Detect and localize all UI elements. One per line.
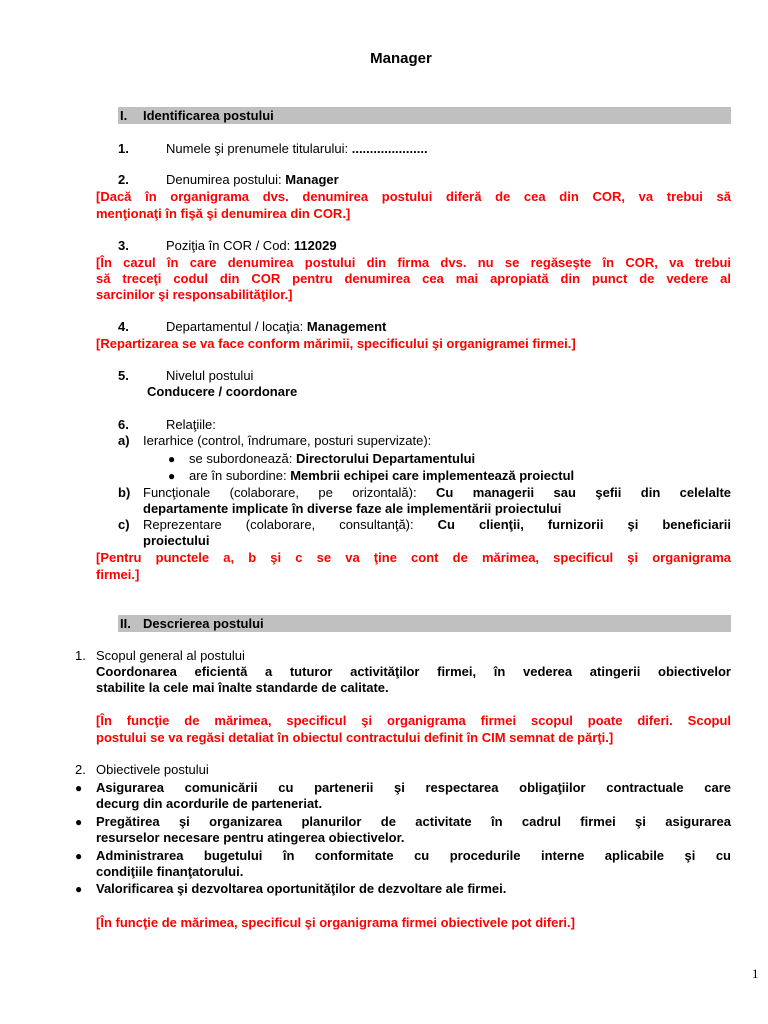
sub-value-cont: proiectului [143, 533, 210, 548]
item-number: 1. [118, 141, 129, 156]
note-line: sarcinilor şi responsabilităţilor.] [96, 287, 293, 302]
note-line: [Pentru punctele a, b şi c se va ţine cont de mărimea, specificul şi organigrama [96, 550, 731, 565]
item-value: 112029 [293, 238, 337, 253]
note-line: [În funcţie de mărimea, specificul şi organigrama firmei scopul poate diferi. Scopul [96, 713, 731, 728]
bullet-label: se subordonează: [189, 451, 293, 466]
objective-line: decurg din acordurile de parteneriat. [96, 796, 323, 811]
section-number: II. [120, 616, 131, 631]
sub-letter: a) [118, 433, 130, 448]
item-3-line [166, 238, 337, 254]
section-heading-descriere [118, 615, 731, 632]
item-number: 2. [75, 762, 86, 777]
section-heading-identificare [118, 107, 731, 124]
note-line: [În cazul în care denumirea postului din firma dvs. nu se regăseşte în COR, va trebui [96, 255, 731, 270]
bullet-icon: ● [168, 452, 176, 466]
objective-line: Administrarea bugetului în conformitate cu procedurile interne aplicabile şi cu [96, 848, 731, 863]
body-line: Coordonarea eficientă a tuturor activităţilor firmei, în vederea atingerii obiectivelor [96, 664, 731, 679]
document-title: Manager [370, 50, 432, 67]
objective-line: resurselor necesare pentru atingerea obiectivelor. [96, 830, 405, 845]
bullet-icon: ● [75, 849, 83, 863]
item-number: 5. [118, 368, 129, 383]
note-line: postului se va regăsi detaliat în obiectul contractului definit în CIM semnat de părţi.] [96, 730, 614, 745]
item-value: Management [306, 319, 387, 334]
objective-line: Pregătirea şi organizarea planurilor de activitate în cadrul firmei şi asigurarea [96, 814, 731, 829]
item-2-line [166, 172, 339, 188]
note-line: [Dacă în organigrama dvs. denumirea postului diferă de cea din COR, va trebui să [96, 189, 731, 204]
item-number: 3. [118, 238, 129, 253]
sub-value-cont: departamente implicate în diverse faze ale implementării proiectului [143, 501, 562, 516]
bullet-line [189, 468, 574, 484]
note-line: [În funcţie de mărimea, specificul şi organigrama firmei obiectivele pot diferi.] [96, 915, 575, 930]
section-number: I. [120, 108, 128, 123]
sub-text: Reprezentare (colaborare, consultanţă): [143, 517, 414, 532]
note-line: menţionaţi în fişă şi denumirea din COR.] [96, 206, 351, 221]
section-label: Identificarea postului [143, 108, 274, 123]
item-label: Numele şi prenumele titularului: [166, 141, 349, 156]
note-line: [Repartizarea se va face conform mărimii, specificului şi organigramei firmei.] [96, 336, 576, 351]
item-number: 6. [118, 417, 129, 432]
bullet-icon: ● [168, 469, 176, 483]
item-label: Relaţiile: [166, 417, 216, 432]
sub-line [143, 517, 731, 533]
sub-letter: b) [118, 485, 131, 500]
bullet-icon: ● [75, 882, 83, 896]
item-number: 4. [118, 319, 129, 334]
bullet-line [189, 451, 475, 467]
note-line: firmei.] [96, 567, 140, 582]
objective-line: condiţiile finanţatorului. [96, 864, 244, 879]
bullet-icon: ● [75, 815, 83, 829]
item-number: 2. [118, 172, 129, 187]
sub-text: Funcţionale (colaborare, pe orizontală): [143, 485, 417, 500]
bullet-icon: ● [75, 781, 83, 795]
page-number: 1 [752, 966, 759, 981]
note-line: să treceţi codul din COR pentru denumirea cea mai apropiată din punct de vedere al [96, 271, 731, 286]
item-4-line [166, 319, 386, 335]
objective-line: Asigurarea comunicării cu partenerii şi respectarea obligaţiilor contractuale care [96, 780, 731, 795]
item-label: Poziţia în COR / Cod: [166, 238, 291, 253]
item-label: Denumirea postului: [166, 172, 282, 187]
item-number: 1. [75, 648, 86, 663]
objective-line: Valorificarea şi dezvoltarea oportunităţilor de dezvoltare ale firmei. [96, 881, 507, 896]
item-label: Obiectivele postului [96, 762, 209, 777]
sub-text: Ierarhice (control, îndrumare, posturi supervizate): [143, 433, 432, 448]
item-label: Nivelul postului [166, 368, 254, 383]
item-1-line [166, 141, 428, 157]
sub-letter: c) [118, 517, 130, 532]
sub-value: Cu clienţii, furnizorii şi beneficiarii [437, 517, 731, 532]
item-value: Conducere / coordonare [147, 384, 298, 399]
bullet-label: are în subordine: [189, 468, 287, 483]
item-label: Scopul general al postului [96, 648, 245, 663]
item-value: ..................... [351, 141, 428, 156]
sub-line [143, 485, 731, 501]
section-label: Descrierea postului [143, 616, 264, 631]
item-label: Departamentul / locaţia: [166, 319, 304, 334]
sub-value: Cu managerii sau şefii din celelalte [436, 485, 731, 500]
item-value: Manager [285, 172, 339, 187]
bullet-value: Membrii echipei care implementează proiectul [290, 468, 575, 483]
body-line: stabilite la cele mai înalte standarde de calitate. [96, 680, 389, 695]
bullet-value: Directorului Departamentului [295, 451, 476, 466]
